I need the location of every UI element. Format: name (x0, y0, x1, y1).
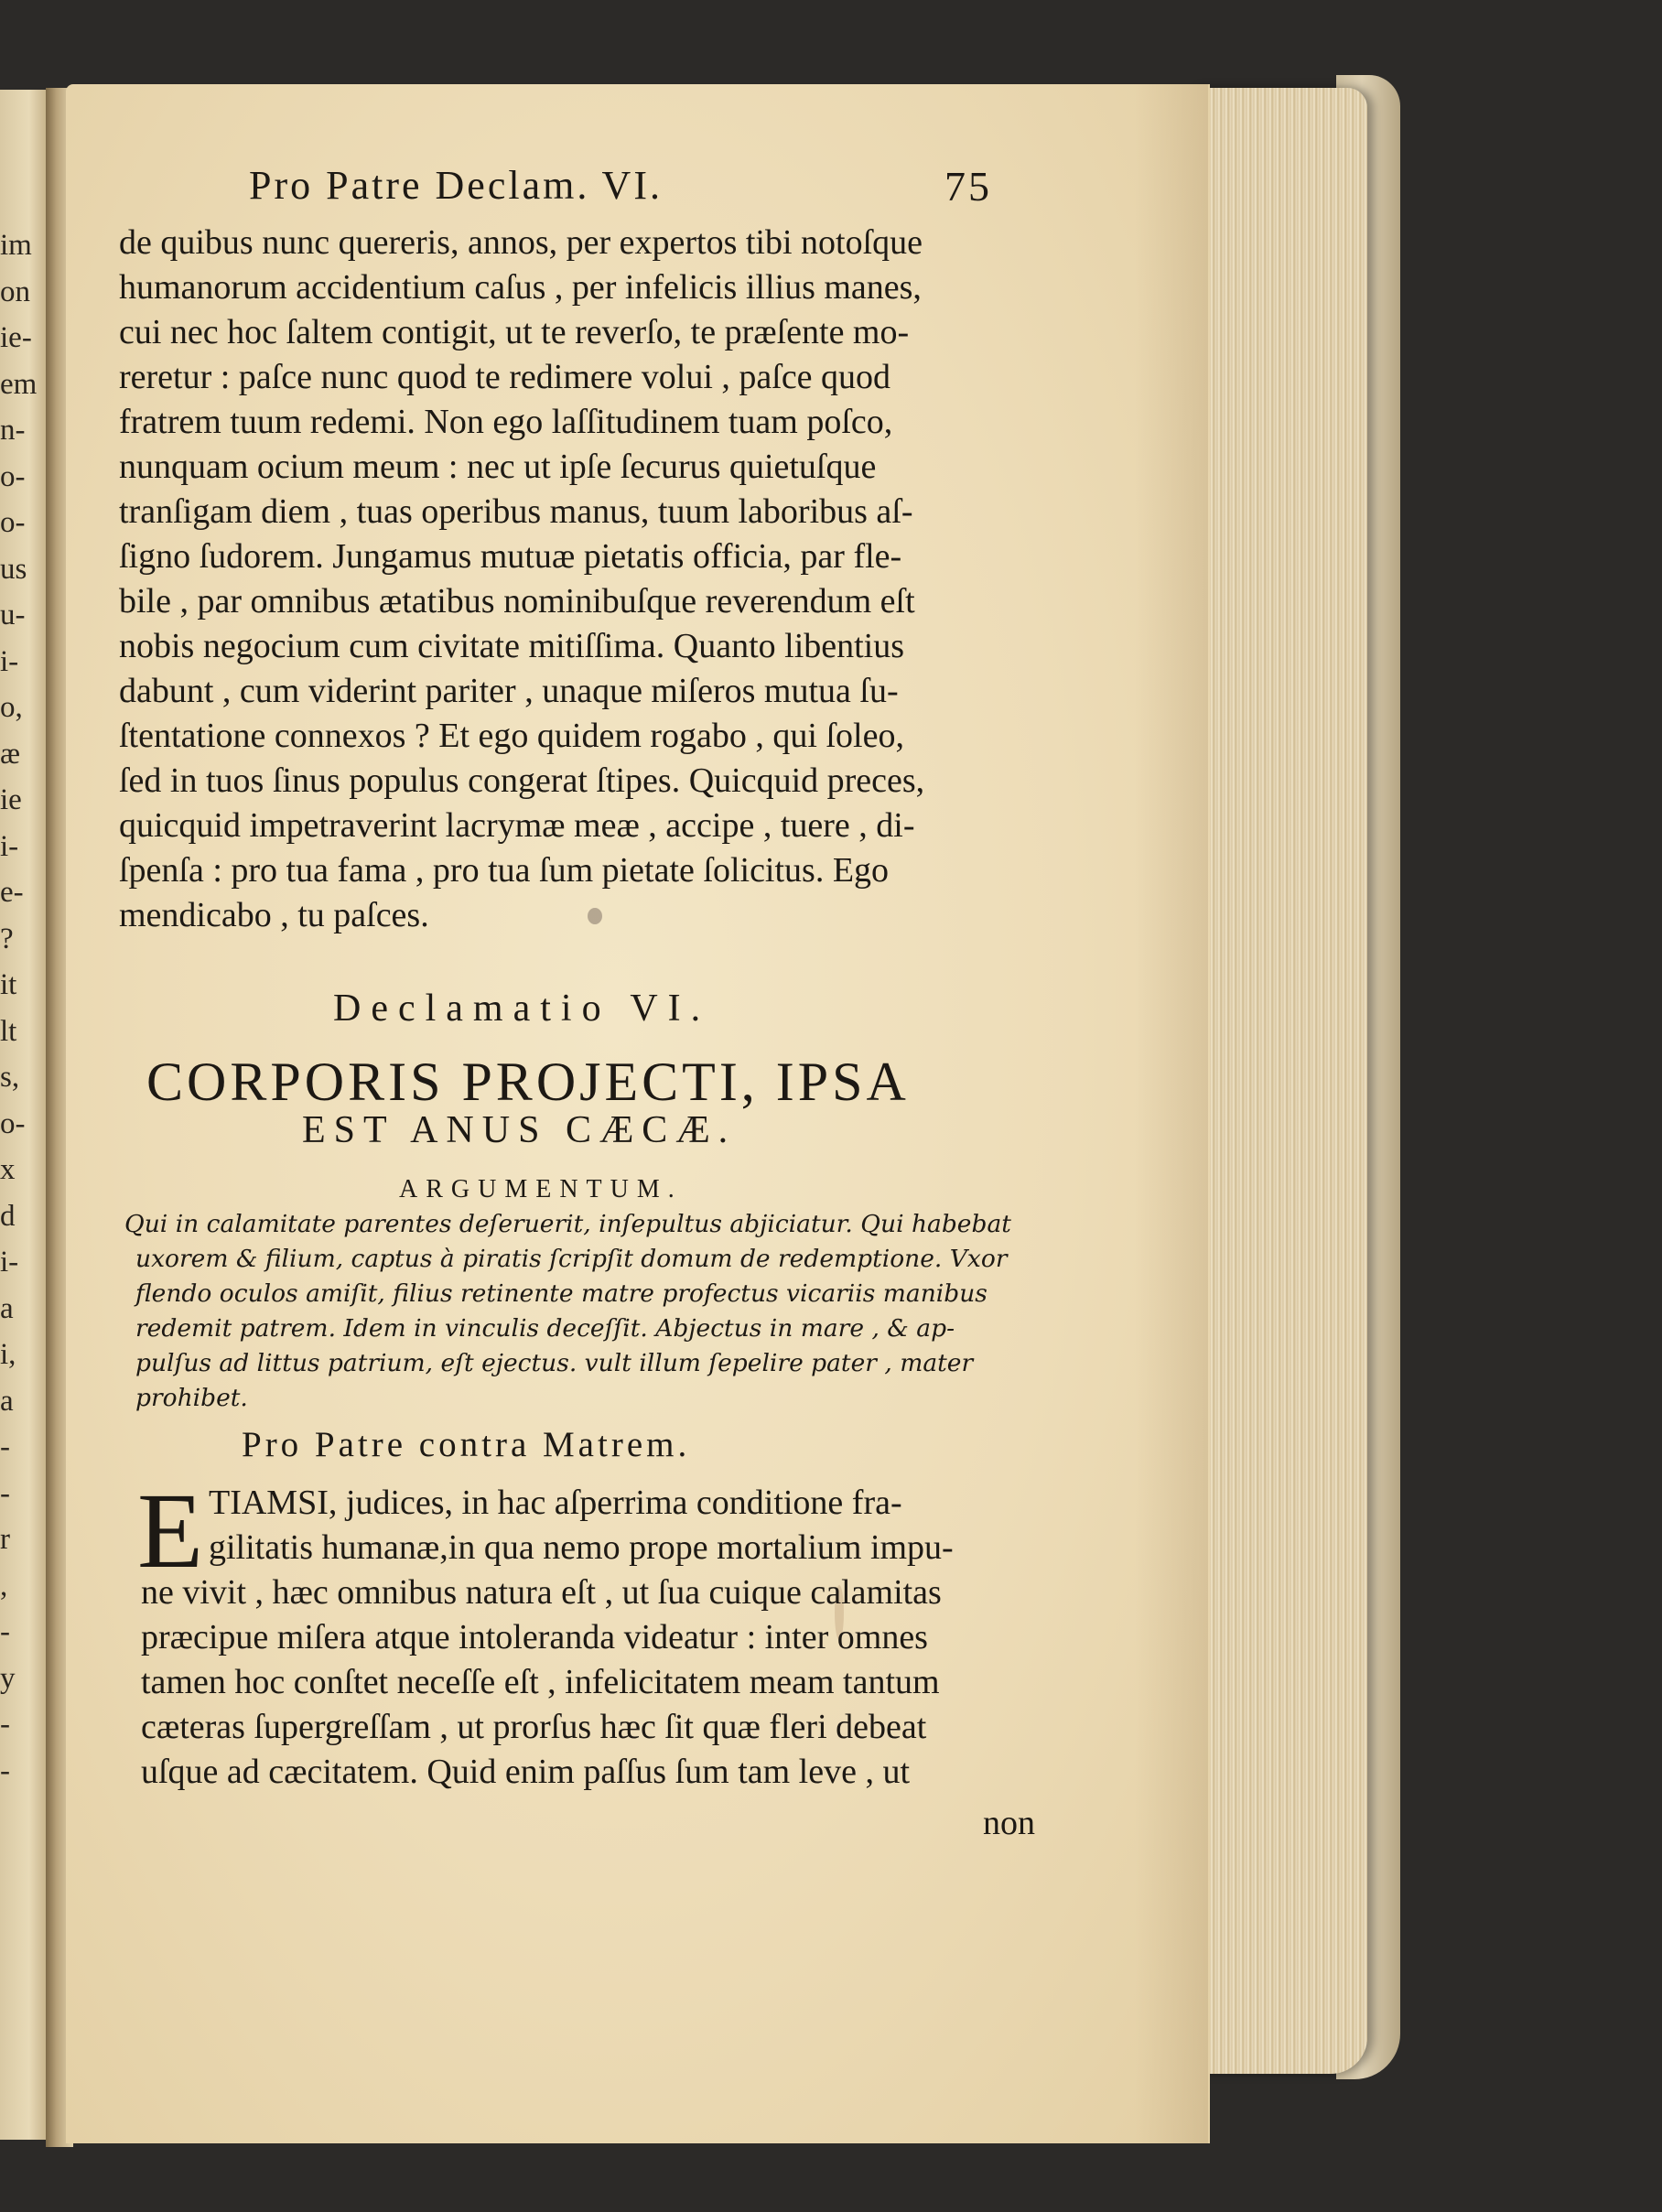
body-line: ſtentatione connexos ? Et ego quidem rogabo , qui ſoleo, (119, 717, 904, 755)
previous-page-fragment: it (0, 968, 17, 1001)
body-line: ſpenſa : pro tua fama , pro tua ſum pietate ſolicitus. Ego (119, 851, 890, 890)
argumentum-text (124, 1210, 1058, 1419)
previous-page-fragment: i- (0, 1246, 19, 1279)
argumentum-line: Qui in calamitate parentes deſeruerit, inſepultus abjiciatur. Qui habebat (124, 1210, 1011, 1238)
body-line: mendicabo , tu paſces. (119, 896, 429, 934)
body-line: humanorum accidentium caſus , per infelicis illius manes, (119, 268, 922, 307)
drop-cap: E (137, 1471, 204, 1591)
body-line: nobis negocium cum civitate mitiſſima. Quanto libentius (119, 627, 905, 665)
previous-page-fragment: - (0, 1753, 10, 1787)
previous-page-fragment: i- (0, 829, 19, 863)
previous-page-fragment: x (0, 1153, 16, 1186)
argumentum-heading: ARGUMENTUM. (399, 1175, 683, 1203)
body-line: bile , par omnibus ætatibus nominibuſque reverendum eſt (119, 582, 915, 620)
speech-heading: Pro Patre contra Matrem. (242, 1425, 691, 1464)
page-stack-edge (1193, 88, 1367, 2074)
previous-page-fragment: - (0, 1615, 10, 1648)
speech-line: gilitatis humanæ,in qua nemo prope mortalium impu- (209, 1528, 954, 1567)
body-line: dabunt , cum viderint pariter , unaque miſeros mutua ſu- (119, 672, 899, 710)
speech-line: tamen hoc conſtet neceſſe eſt , infelicitatem meam tantum (141, 1663, 940, 1701)
running-header-title: Pro Patre Declam. VI. (249, 163, 663, 208)
previous-page-fragment: e- (0, 876, 24, 909)
argumentum-line: pulſus ad littus patrium, eſt ejectus. vult illum ſepelire pater , mater (135, 1349, 974, 1377)
previous-page-fragment: em (0, 367, 38, 401)
previous-page-fragment: o- (0, 506, 26, 539)
previous-page-fragment: ie (0, 783, 22, 816)
previous-page-fragment: im (0, 229, 32, 262)
body-line: cui nec hoc ſaltem contigit, ut te reverſo, te præſente mo- (119, 313, 910, 351)
previous-page-fragment: a (0, 1291, 14, 1325)
previous-page-fragment: a (0, 1384, 14, 1418)
body-line: ſigno ſudorem. Jungamus mutuæ pietatis officia, par fle- (119, 537, 902, 576)
previous-page-fragment: us (0, 552, 27, 586)
previous-page-fragment: on (0, 275, 30, 308)
title-line-2: EST ANUS CÆCÆ. (302, 1109, 737, 1151)
page-curl-shadow (1135, 84, 1208, 2143)
argumentum-line: flendo oculos amiſit, filius retinente matre profectus vicariis manibus (135, 1279, 987, 1308)
declamatio-heading: Declamatio VI. (333, 987, 711, 1030)
previous-page-fragment: i, (0, 1338, 16, 1371)
catchword: non (983, 1804, 1035, 1842)
previous-page-fragment: d (0, 1199, 16, 1233)
speech-line: præcipue miſera atque intoleranda videatur : inter omnes (141, 1618, 928, 1656)
previous-page-fragment: o- (0, 459, 26, 493)
speech-line: ne vivit , hæc omnibus natura eſt , ut ſua cuique calamitas (141, 1573, 942, 1612)
speech-line: TIAMSI, judices, in hac aſperrima conditione fra- (209, 1484, 902, 1522)
previous-page-fragment: ? (0, 922, 14, 955)
previous-page-fragment: , (0, 1569, 8, 1602)
body-line: de quibus nunc quereris, annos, per expertos tibi notoſque (119, 223, 923, 262)
previous-page-fragment: lt (0, 1014, 17, 1048)
speech-line: uſque ad cæcitatem. Quid enim paſſus ſum tam leve , ut (141, 1753, 911, 1791)
previous-page-fragment: æ (0, 737, 21, 771)
speech-line: cæteras ſupergreſſam , ut prorſus hæc ſit quæ fleri debeat (141, 1708, 927, 1746)
body-line: ſed in tuos ſinus populus congerat ſtipes. Quicquid preces, (119, 761, 925, 800)
previous-page-fragment: r (0, 1523, 10, 1556)
previous-page-fragment: i- (0, 644, 19, 678)
body-line: nunquam ocium meum : nec ut ipſe ſecurus quietuſque (119, 448, 877, 486)
body-line: reretur : paſce nunc quod te redimere volui , paſce quod (119, 358, 891, 396)
body-text (119, 222, 1034, 940)
body-line: quicquid impetraverint lacrymæ meæ , accipe , tuere , di- (119, 806, 915, 845)
running-header (249, 162, 992, 210)
previous-page-fragment: - (0, 1430, 10, 1463)
body-line: tranſigam diem , tuas operibus manus, tuum laboribus aſ- (119, 492, 913, 531)
previous-page-fragment: o- (0, 1106, 26, 1140)
argumentum-line: prohibet. (135, 1384, 248, 1412)
argumentum-line: redemit patrem. Idem in vinculis deceſſit. Abjectus in mare , & ap- (135, 1314, 955, 1343)
previous-page-fragment: o, (0, 691, 23, 724)
previous-page-fragment: ie- (0, 321, 32, 354)
previous-page-fragment: u- (0, 599, 26, 631)
previous-page-fragment: - (0, 1476, 10, 1510)
previous-page-fragment: y (0, 1661, 16, 1695)
argumentum-line: uxorem & filium, captus à piratis ſcripſit domum de redemptione. Vxor (135, 1245, 1008, 1273)
speech-text (141, 1483, 1056, 1797)
previous-page-fragment: - (0, 1708, 10, 1741)
previous-page-fragment: n- (0, 414, 26, 447)
previous-page-fragment: s, (0, 1061, 20, 1094)
body-line: fratrem tuum redemi. Non ego laſſitudinem tuam poſco, (119, 403, 893, 441)
page-number: 75 (944, 163, 992, 210)
title-line-1: CORPORIS PROJECTI, IPSA (146, 1052, 910, 1112)
